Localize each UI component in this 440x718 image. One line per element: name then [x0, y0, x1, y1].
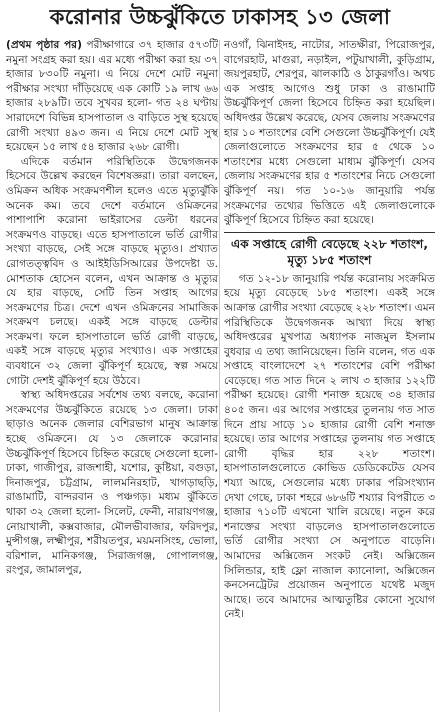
column-divider: [219, 40, 220, 712]
subheading: এক সপ্তাহে রোগী বেড়েছে ২২৮ শতাংশ, মৃত্যু ১৮৫ শতাংশ: [224, 232, 435, 268]
left-paragraph-3: স্বাস্থ্য অধিদপ্তরের সর্বশেষ তথ্য বলছে, করোনা সংক্রমণের উচ্চঝুঁকিতে রয়েছে ১৩ জেলা। ঢাকা ছাড়াও অনেক জেলার বেশিরভাগ মানুষ আক্রান্ত হচ্ছে ওমিক্রনে। যে ১৩ জেলাকে করোনার উচ্চঝুঁকিপূর্ণ হিসেবে চিহ্নিত করেছে সেগুলো হলো- ঢাকা, গাজীপুর, রাজশাহী, যশোর, কুষ্টিয়া, বগুড়া, দিনাজপুর, চট্টগ্রাম, লালমনিরহাট, খাগড়াছড়ি, রাঙামাটি, বান্দরবান ও পঞ্চগড়। মধ্যম ঝুঁকিতে থাকা ৩২ জেলা হলো- সিলেট, ফেনী, নারায়ণগঞ্জ, নোয়াখালী, কক্সবাজার, মৌলভীবাজার, ফরিদপুর, মুন্সীগঞ্জ, লক্ষ্মীপুর, শরীয়তপুর, ময়মনসিংহ, ভোলা, বরিশাল, মানিকগঞ্জ, সিরাজগঞ্জ, গোপালগঞ্জ, রংপুর, জামালপুর,: [6, 389, 218, 577]
left-paragraph-1-text: পরীক্ষাগারে ৩৭ হাজার ৫৭৩টি নমুনা সংগ্রহ করা হয়। এর মধ্যে পরীক্ষা করা হয় ৩৭ হাজার ৮৩০টি নমুনা। এ নিয়ে দেশে মোট নমুনা পরীক্ষার সংখ্যা দাঁড়িয়েছে এক কোটি ১৯ লাখ ৬৬ হাজার ২৮৯টি। তবে সুখবর হলো- গত ২৪ ঘণ্টায় সারাদেশে বিভিন্ন হাসপাতাল ও বাড়িতে সুস্থ হয়েছে রোগী সংখ্যা ৪৯৩ জন। এ নিয়ে দেশে মোট সুস্থ হয়েছেন ১৫ লাখ ৫৪ হাজার ২৬৮ রোগী।: [6, 39, 218, 154]
right-column: [224, 38, 435, 714]
left-column: [6, 38, 218, 714]
headline: করোনার উচ্চঝুঁকিতে ঢাকাসহ ১৩ জেলা: [49, 4, 391, 29]
left-paragraph-1: [6, 38, 218, 155]
continuation-lead: (প্রথম পৃষ্ঠার পর): [6, 39, 82, 51]
right-paragraph-1: নওগাঁ, ঝিনাইদহ, নাটোর, সাতক্ষীরা, পিরোজপুর, বাগেরহাট, মাগুরা, নড়াইল, পটুয়াখালী, কুড়িগ্রাম, জয়পুরহাট, শেরপুর, ঝালকাঠি ও ঠাকুরগাঁও। অথচ এক সপ্তাহ আগেও শুধু ঢাকা ও রাঙামাটি উচ্চঝুঁকিপূর্ণ জেলা হিসেবে চিহ্নিত করা হয়েছিল। অধিদপ্তর উল্লেখ করেছে, যেসব জেলায় সংক্রমণের হার ১০ শতাংশের বেশি সেগুলো উচ্চঝুঁকিপূর্ণ। যেই জেলাগুলোতে সংক্রমণের হার ৫ থেকে ১০ শতাংশের মধ্যে সেগুলো মাধ্যম ঝুঁকিপূর্ণ। যেসব জেলায় সংক্রমণের হার ৫ শতাংশের নিচে সেগুলো ঝুঁকিপূর্ণ নয়। গত ১০-১৬ জানুয়ারি পর্যন্ত সংক্রমণের তথ্যের ভিত্তিতে এই জেলাগুলোকে ঝুঁকিপূর্ণ হিসেবে চিহ্নিত করা হয়েছে।: [224, 39, 435, 227]
left-paragraph-2: এদিকে বর্তমান পরিস্থিতিকে উদ্বেগজনক হিসেবে উল্লেখ করছেন বিশেষজ্ঞরা। তারা বলছেন, ওমিক্রন অধিক সংক্রমণশীল হলেও এতে মৃত্যুঝুঁকি অনেক কম। তবে দেশে বর্তমানে ওমিক্রনের পাশাপাশি করোনা ভাইরাসের ডেল্টা ধরনের সংক্রমণও বাড়ছে। এতে হাসপাতালে ভর্তি রোগীর সংখ্যা বাড়ছে, সেই সঙ্গে বাড়ছে মৃত্যুও। প্রখ্যাত রোগতত্ত্ববিদ ও আইইডিসিআরের উপদেষ্টা ড. মোশতাক হোসেন বলেন, এখন আক্রান্ত ও মৃত্যুর যে হার বাড়ছে, সেটি তিন সপ্তাহ আগের সংক্রমণের চিত্র। দেশে এখন ওমিক্রনের সামাজিক সংক্রমণ চলছে। একই সঙ্গে বাড়ছে ডেল্টার সংক্রমণ। ফলে হাসপাতালে ভর্তি রোগী বাড়ছে, একই সঙ্গে বাড়ছে মৃত্যুর সংখ্যাও। এক সপ্তাহের ব্যবধানে ৩২ জেলা ঝুঁকিপূর্ণ হয়েছে, স্বল্প সময়ে গোটা দেশই ঝুঁকিপূর্ণ হয়ে উঠবে।: [6, 155, 218, 387]
right-paragraph-2: গত ১২-১৮ জানুয়ারি পর্যন্ত করোনায় সংক্রমিত হয়ে মৃত্যু বেড়েছে ১৮৫ শতাংশ। একই সঙ্গে আক্রান্ত রোগীর সংখ্যা বেড়েছে ২২৮ শতাংশ। এমন পরিস্থিতিকে উদ্বেগজনক আখ্যা দিয়ে স্বাস্থ্য অধিদপ্তরের মুখপাত্র অধ্যাপক নাজমুল ইসলাম বুধবার এ তথ্য জানিয়েছেন। তিনি বলেন, গত এক সপ্তাহে বাংলাদেশে ২৭ শতাংশের বেশি পরীক্ষা বেড়েছে। গত সাত দিনে ২ লাখ ৩ হাজার ১২২টি পরীক্ষা হয়েছে। রোগী শনাক্ত হয়েছে ৩৪ হাজার ৪০৫ জন। এর আগের সপ্তাহের তুলনায় গত সাত দিনে প্রায় সাড়ে ১০ হাজার রোগী বেশি শনাক্ত হয়েছে। তার আগের সপ্তাহের তুলনায় গত সপ্তাহে রোগী বৃদ্ধির হার ২২৮ শতাংশ। হাসপাতালগুলোতে কোভিড ডেডিকেটেড যেসব শয্যা আছে, সেগুলোর মধ্যে ঢাকার পরিসংখ্যান দেখা গেছে, ঢাকা শহরে ৬৮৬টি শয্যার বিপরীতে ৩ হাজার ৭১০টি এখনো খালি রয়েছে। নতুন করে শনাক্তের সংখ্যা বাড়লেও হাসপাতালগুলোতে ভর্তি রোগীর সংখ্যা সে অনুপাতে বাড়েনি। আমাদের অক্সিজেন সংকট নেই। অক্সিজেন সিলিন্ডার, হাই ফ্লো নাজাল ক্যানোলা, অক্সিজেন কনসেনট্রেটর প্রয়োজন অনুপাতে যথেষ্ট মজুদ আছে। তবে আমাদের আত্মতুষ্টির কোনো সুযোগ নেই।: [224, 272, 435, 621]
